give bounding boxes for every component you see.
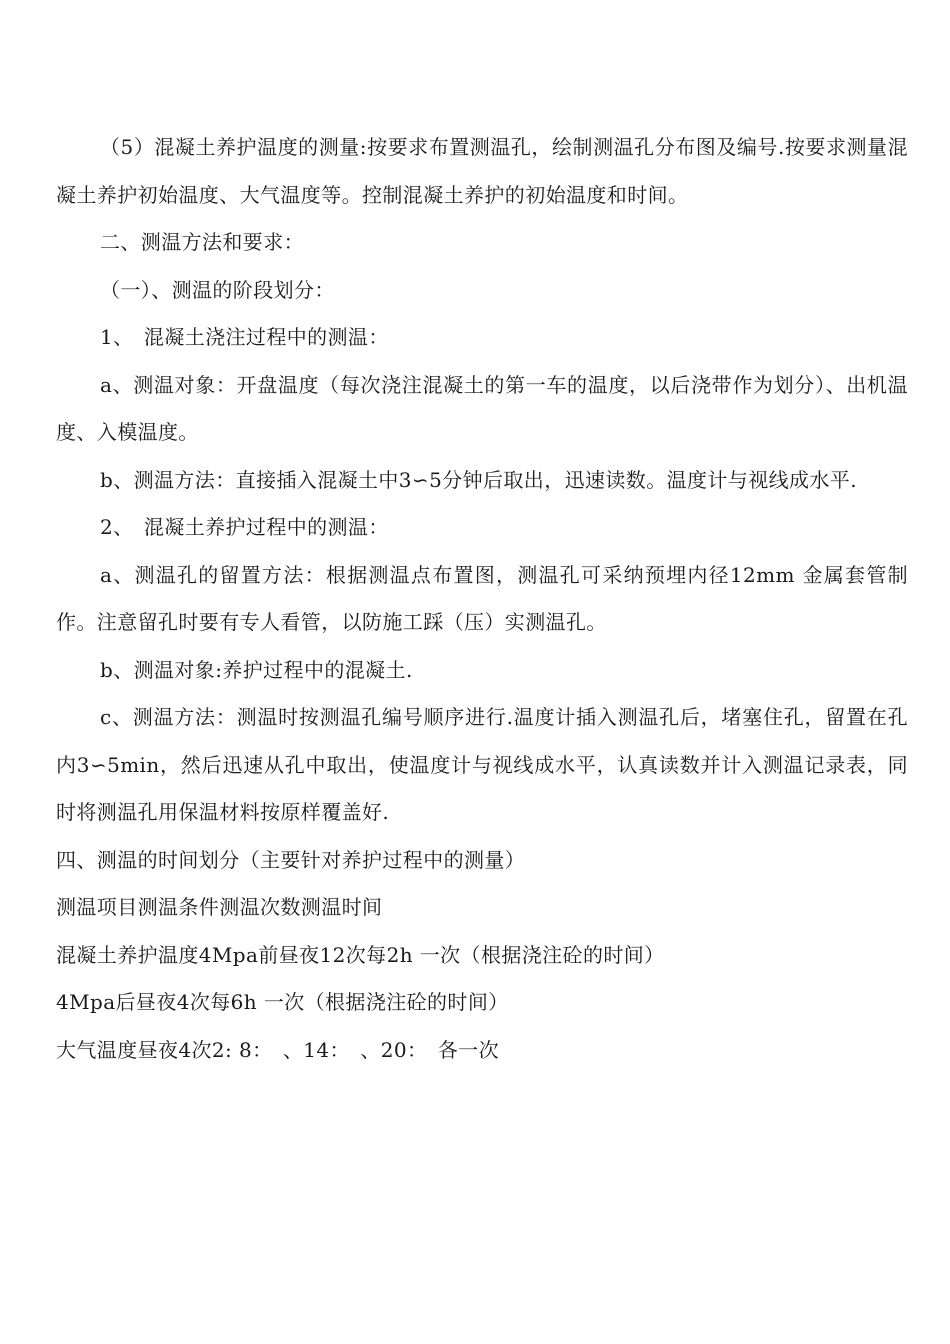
table-row-concrete-before-4mpa: 混凝土养护温度4Mpa前昼夜12次每2h 一次（根据浇注砼的时间） xyxy=(56,942,665,967)
document-body xyxy=(56,124,908,1074)
paragraph-curing-measurement-object: b、测温对象:养护过程中的混凝土. xyxy=(100,657,413,682)
heading-curing-measurement: 2、 混凝土养护过程中的测温： xyxy=(100,515,389,539)
paragraph-pouring-measurement-method: b、测温方法：直接插入混凝土中3∽5分钟后取出，迅速读数。温度计与视线成水平. xyxy=(100,467,857,492)
table-row-air-temperature: 大气温度昼夜4次2: 8： 、14： 、20： 各一次 xyxy=(56,1037,499,1062)
table-row-concrete-after-4mpa: 4Mpa后昼夜4次每6h 一次（根据浇注砼的时间） xyxy=(56,990,509,1014)
heading-methods-and-requirements: 二、测温方法和要求： xyxy=(100,230,304,254)
heading-stage-division: （一）、测温的阶段划分： xyxy=(100,277,335,302)
paragraph-curing-temperature-measurement: （5）混凝土养护温度的测量:按要求布置测温孔，绘制测温孔分布图及编号.按要求测量混凝土养护初始温度、大气温度等。控制混凝土养护的初始温度和时间。 xyxy=(56,135,908,207)
paragraph-curing-measurement-method: c、测温方法：测温时按测温孔编号顺序进行.温度计插入测温孔后，堵塞住孔，留置在孔内3∽5min，然后迅速从孔中取出，使温度计与视线成水平，认真读数并计入测温记录表，同时将测温孔用保温材料按原样覆盖好. xyxy=(56,705,908,824)
paragraph-pouring-measurement-objects: a、测温对象：开盘温度（每次浇注混凝土的第一车的温度，以后浇带作为划分）、出机温度、入模温度。 xyxy=(56,372,908,444)
table-header-line: 测温项目测温条件测温次数测温时间 xyxy=(56,895,383,919)
heading-pouring-measurement: 1、 混凝土浇注过程中的测温： xyxy=(100,325,389,349)
paragraph-hole-placement-method: a、测温孔的留置方法：根据测温点布置图，测温孔可采纳预埋内径12mm 金属套管制作。注意留孔时要有专人看管，以防施工踩（压）实测温孔。 xyxy=(56,562,908,634)
heading-time-division: 四、测温的时间划分（主要针对养护过程中的测量） xyxy=(56,847,526,872)
